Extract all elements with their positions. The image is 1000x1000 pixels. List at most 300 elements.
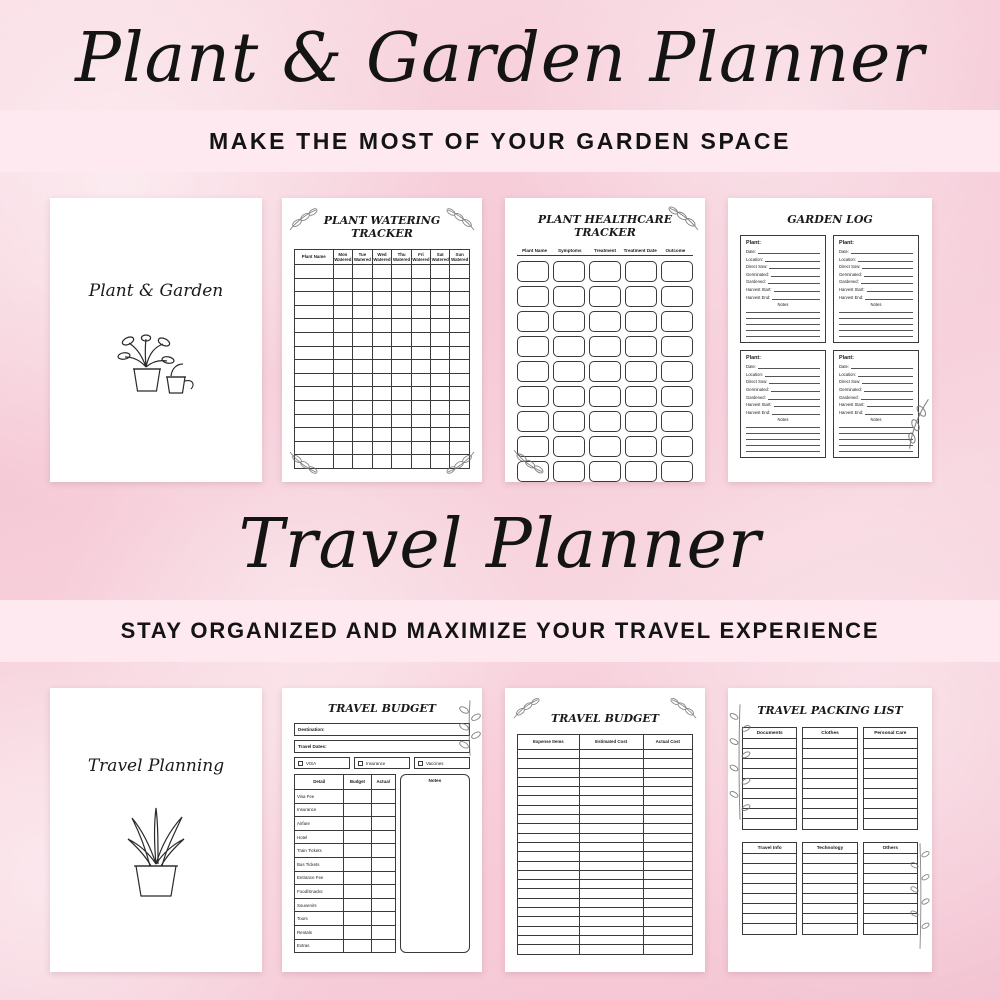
table-cell[interactable]	[579, 898, 643, 907]
list-item[interactable]	[743, 874, 796, 884]
table-cell[interactable]	[517, 311, 549, 332]
list-item[interactable]	[803, 759, 856, 769]
table-cell[interactable]	[411, 292, 430, 306]
field-input-line[interactable]	[867, 287, 913, 292]
table-cell[interactable]	[518, 824, 580, 833]
field-input-line[interactable]	[758, 249, 820, 254]
table-cell[interactable]	[579, 833, 643, 842]
table-cell[interactable]	[518, 917, 580, 926]
table-cell[interactable]	[661, 411, 693, 432]
table-cell[interactable]	[518, 945, 580, 954]
table-cell[interactable]	[333, 332, 353, 346]
table-cell[interactable]	[661, 361, 693, 382]
table-cell[interactable]	[333, 400, 353, 414]
garden-log-note-lines[interactable]	[746, 307, 820, 337]
field-input-line[interactable]	[769, 379, 820, 384]
table-cell[interactable]	[392, 346, 412, 360]
list-item[interactable]	[803, 924, 856, 934]
table-cell[interactable]	[553, 261, 585, 282]
table-cell[interactable]	[661, 311, 693, 332]
table-cell[interactable]	[518, 777, 580, 786]
list-item[interactable]	[803, 914, 856, 924]
table-row[interactable]	[518, 917, 693, 926]
table-cell[interactable]	[295, 428, 334, 442]
travel-budget-detail-table[interactable]	[294, 774, 396, 953]
table-cell[interactable]	[431, 387, 450, 401]
table-cell[interactable]	[553, 336, 585, 357]
table-row[interactable]	[295, 400, 470, 414]
table-cell[interactable]	[579, 861, 643, 870]
table-cell[interactable]	[392, 441, 412, 455]
watering-tracker-table[interactable]	[294, 249, 470, 469]
table-cell[interactable]	[295, 346, 334, 360]
table-row[interactable]	[518, 935, 693, 944]
table-cell[interactable]	[333, 441, 353, 455]
table-cell[interactable]	[625, 286, 657, 307]
table-cell[interactable]	[579, 815, 643, 824]
table-cell[interactable]	[353, 265, 372, 279]
garden-log-field[interactable]	[839, 249, 913, 254]
garden-log-field[interactable]	[746, 279, 820, 284]
table-cell[interactable]	[518, 787, 580, 796]
list-item[interactable]	[803, 874, 856, 884]
list-item[interactable]	[864, 749, 917, 759]
table-cell[interactable]	[518, 908, 580, 917]
table-cell[interactable]	[643, 805, 692, 814]
table-cell[interactable]	[431, 360, 450, 374]
table-cell[interactable]	[295, 332, 334, 346]
table-cell[interactable]	[579, 880, 643, 889]
table-cell[interactable]	[353, 305, 372, 319]
table-cell[interactable]	[553, 361, 585, 382]
garden-log-sheet[interactable]	[728, 198, 932, 482]
travel-budget-expense-sheet[interactable]	[505, 688, 705, 972]
table-cell[interactable]	[371, 803, 395, 817]
list-item[interactable]	[803, 854, 856, 864]
table-row[interactable]	[295, 278, 470, 292]
table-cell[interactable]	[518, 898, 580, 907]
table-row[interactable]	[518, 908, 693, 917]
table-cell[interactable]	[643, 824, 692, 833]
table-cell[interactable]	[589, 461, 621, 482]
table-cell[interactable]	[371, 817, 395, 831]
table-cell[interactable]	[411, 332, 430, 346]
table-cell[interactable]	[625, 436, 657, 457]
table-cell[interactable]	[450, 387, 470, 401]
table-cell[interactable]	[411, 414, 430, 428]
garden-log-field[interactable]	[839, 272, 913, 277]
table-cell[interactable]	[643, 787, 692, 796]
table-cell[interactable]	[353, 455, 372, 469]
table-cell[interactable]	[392, 400, 412, 414]
plant-watering-tracker-sheet[interactable]	[282, 198, 482, 482]
table-row[interactable]	[517, 311, 693, 332]
field-input-line[interactable]	[864, 272, 913, 277]
field-input-line[interactable]	[771, 387, 820, 392]
checkbox-icon[interactable]	[418, 761, 423, 766]
table-cell[interactable]	[392, 332, 412, 346]
list-item[interactable]	[864, 819, 917, 829]
list-item[interactable]	[864, 739, 917, 749]
table-cell[interactable]	[643, 768, 692, 777]
table-cell[interactable]	[553, 411, 585, 432]
table-cell[interactable]	[553, 461, 585, 482]
table-cell[interactable]	[518, 815, 580, 824]
table-cell[interactable]	[411, 278, 430, 292]
table-row[interactable]	[295, 817, 396, 831]
table-cell[interactable]	[371, 898, 395, 912]
table-cell[interactable]	[372, 373, 392, 387]
table-cell[interactable]	[579, 889, 643, 898]
table-row[interactable]	[518, 945, 693, 954]
table-cell[interactable]	[295, 360, 334, 374]
table-cell[interactable]	[353, 441, 372, 455]
table-row[interactable]	[295, 292, 470, 306]
table-row[interactable]	[517, 361, 693, 382]
table-cell[interactable]	[333, 360, 353, 374]
table-cell[interactable]	[333, 455, 353, 469]
table-cell[interactable]	[431, 414, 450, 428]
table-cell[interactable]	[643, 796, 692, 805]
checkbox-item[interactable]	[294, 757, 350, 769]
table-row[interactable]	[518, 750, 693, 759]
garden-log-card[interactable]	[740, 235, 826, 343]
list-item[interactable]	[864, 759, 917, 769]
garden-log-field[interactable]	[839, 295, 913, 300]
checkbox-item[interactable]	[354, 757, 410, 769]
checkbox-icon[interactable]	[298, 761, 303, 766]
table-cell[interactable]	[392, 387, 412, 401]
table-cell[interactable]	[661, 336, 693, 357]
table-cell[interactable]	[353, 360, 372, 374]
list-item[interactable]	[803, 819, 856, 829]
table-cell[interactable]	[295, 387, 334, 401]
table-cell[interactable]	[353, 428, 372, 442]
table-cell[interactable]	[579, 945, 643, 954]
table-cell[interactable]	[371, 790, 395, 804]
table-cell[interactable]	[589, 311, 621, 332]
table-cell[interactable]	[333, 265, 353, 279]
table-cell[interactable]	[344, 871, 371, 885]
table-cell[interactable]	[431, 346, 450, 360]
garden-log-note-lines[interactable]	[746, 422, 820, 452]
table-cell[interactable]	[333, 387, 353, 401]
table-cell[interactable]	[643, 880, 692, 889]
travel-budget-detail-sheet[interactable]	[282, 688, 482, 972]
table-row[interactable]	[518, 805, 693, 814]
garden-log-field[interactable]	[746, 264, 820, 269]
table-row[interactable]	[295, 319, 470, 333]
table-cell[interactable]	[579, 787, 643, 796]
table-cell[interactable]	[661, 261, 693, 282]
table-row[interactable]	[518, 870, 693, 879]
table-cell[interactable]	[643, 842, 692, 851]
table-cell[interactable]	[553, 311, 585, 332]
table-cell[interactable]	[625, 461, 657, 482]
field-input-line[interactable]	[865, 295, 913, 300]
table-cell[interactable]	[371, 925, 395, 939]
field-input-line[interactable]	[765, 372, 820, 377]
table-row[interactable]	[295, 830, 396, 844]
table-cell[interactable]	[643, 945, 692, 954]
table-cell[interactable]	[344, 844, 371, 858]
table-cell[interactable]	[411, 373, 430, 387]
table-row[interactable]	[518, 852, 693, 861]
travel-budget-notes-box[interactable]	[400, 774, 470, 953]
packing-list-rows[interactable]	[803, 739, 856, 829]
garden-log-field[interactable]	[839, 379, 913, 384]
table-cell[interactable]	[450, 414, 470, 428]
table-cell[interactable]	[643, 759, 692, 768]
list-item[interactable]	[743, 854, 796, 864]
table-cell[interactable]	[371, 871, 395, 885]
table-cell[interactable]	[589, 436, 621, 457]
table-cell[interactable]	[589, 411, 621, 432]
table-cell[interactable]	[518, 768, 580, 777]
table-cell[interactable]	[579, 768, 643, 777]
table-cell[interactable]	[431, 292, 450, 306]
table-cell[interactable]	[518, 759, 580, 768]
table-row[interactable]	[295, 939, 396, 953]
table-cell[interactable]	[661, 436, 693, 457]
table-cell[interactable]	[353, 387, 372, 401]
field-input-line[interactable]	[864, 387, 913, 392]
table-cell[interactable]	[518, 833, 580, 842]
garden-log-field[interactable]	[746, 272, 820, 277]
table-row[interactable]	[517, 286, 693, 307]
table-cell[interactable]	[344, 939, 371, 953]
table-cell[interactable]	[517, 336, 549, 357]
table-cell[interactable]	[518, 935, 580, 944]
table-cell[interactable]	[579, 926, 643, 935]
garden-log-note-lines[interactable]	[839, 307, 913, 337]
garden-log-field[interactable]	[746, 249, 820, 254]
table-cell[interactable]	[625, 361, 657, 382]
travel-cover-sheet[interactable]	[50, 688, 262, 972]
garden-log-card[interactable]	[833, 235, 919, 343]
table-cell[interactable]	[643, 889, 692, 898]
table-cell[interactable]	[295, 305, 334, 319]
packing-list-group-bottom[interactable]	[742, 842, 918, 935]
table-cell[interactable]	[431, 373, 450, 387]
table-cell[interactable]	[450, 400, 470, 414]
table-cell[interactable]	[372, 278, 392, 292]
table-cell[interactable]	[431, 319, 450, 333]
table-cell[interactable]	[579, 842, 643, 851]
table-cell[interactable]	[333, 414, 353, 428]
table-cell[interactable]	[643, 833, 692, 842]
table-cell[interactable]	[344, 857, 371, 871]
table-cell[interactable]	[518, 796, 580, 805]
table-row[interactable]	[518, 777, 693, 786]
garden-log-field[interactable]	[746, 402, 820, 407]
table-cell[interactable]	[431, 278, 450, 292]
packing-list-rows[interactable]	[864, 739, 917, 829]
table-cell[interactable]	[450, 292, 470, 306]
table-cell[interactable]	[579, 908, 643, 917]
table-cell[interactable]	[371, 844, 395, 858]
list-item[interactable]	[803, 809, 856, 819]
table-cell[interactable]	[372, 360, 392, 374]
garden-log-field[interactable]	[839, 257, 913, 262]
table-cell[interactable]	[643, 852, 692, 861]
table-row[interactable]	[295, 414, 470, 428]
table-cell[interactable]	[372, 265, 392, 279]
table-cell[interactable]	[392, 360, 412, 374]
table-row[interactable]	[517, 336, 693, 357]
list-item[interactable]	[743, 894, 796, 904]
table-cell[interactable]	[333, 373, 353, 387]
list-item[interactable]	[803, 779, 856, 789]
table-cell[interactable]	[372, 319, 392, 333]
garden-log-field[interactable]	[746, 395, 820, 400]
list-item[interactable]	[864, 779, 917, 789]
table-cell[interactable]	[371, 912, 395, 926]
table-cell[interactable]	[411, 455, 430, 469]
table-cell[interactable]	[518, 805, 580, 814]
table-cell[interactable]	[579, 777, 643, 786]
checkbox-icon[interactable]	[358, 761, 363, 766]
list-item[interactable]	[864, 799, 917, 809]
table-row[interactable]	[518, 842, 693, 851]
table-row[interactable]	[295, 790, 396, 804]
table-cell[interactable]	[333, 305, 353, 319]
table-cell[interactable]	[353, 400, 372, 414]
table-cell[interactable]	[333, 292, 353, 306]
table-cell[interactable]	[553, 286, 585, 307]
table-cell[interactable]	[431, 400, 450, 414]
table-cell[interactable]	[371, 939, 395, 953]
table-cell[interactable]	[353, 332, 372, 346]
field-input-line[interactable]	[769, 264, 820, 269]
table-cell[interactable]	[392, 319, 412, 333]
table-row[interactable]	[295, 346, 470, 360]
table-cell[interactable]	[392, 265, 412, 279]
garden-log-field[interactable]	[746, 410, 820, 415]
table-cell[interactable]	[625, 261, 657, 282]
table-cell[interactable]	[411, 400, 430, 414]
table-cell[interactable]	[579, 805, 643, 814]
table-cell[interactable]	[643, 861, 692, 870]
table-cell[interactable]	[661, 386, 693, 407]
table-cell[interactable]	[450, 428, 470, 442]
table-cell[interactable]	[411, 305, 430, 319]
table-row[interactable]	[518, 898, 693, 907]
table-cell[interactable]	[295, 319, 334, 333]
field-input-line[interactable]	[774, 402, 820, 407]
table-row[interactable]	[517, 261, 693, 282]
packing-list-column[interactable]	[802, 842, 857, 935]
list-item[interactable]	[803, 884, 856, 894]
table-cell[interactable]	[344, 790, 371, 804]
table-cell[interactable]	[518, 926, 580, 935]
garden-log-cards[interactable]	[740, 235, 920, 458]
table-cell[interactable]	[517, 386, 549, 407]
field-input-line[interactable]	[851, 364, 913, 369]
table-cell[interactable]	[589, 261, 621, 282]
table-cell[interactable]	[579, 917, 643, 926]
table-row[interactable]	[295, 898, 396, 912]
table-cell[interactable]	[295, 373, 334, 387]
table-cell[interactable]	[431, 265, 450, 279]
table-row[interactable]	[518, 833, 693, 842]
table-cell[interactable]	[353, 278, 372, 292]
table-row[interactable]	[518, 815, 693, 824]
garden-log-field[interactable]	[839, 387, 913, 392]
table-cell[interactable]	[344, 817, 371, 831]
table-cell[interactable]	[643, 870, 692, 879]
table-cell[interactable]	[517, 261, 549, 282]
table-cell[interactable]	[643, 908, 692, 917]
table-cell[interactable]	[344, 803, 371, 817]
table-cell[interactable]	[353, 292, 372, 306]
packing-list-column[interactable]	[863, 727, 918, 830]
table-cell[interactable]	[643, 926, 692, 935]
table-cell[interactable]	[579, 824, 643, 833]
table-cell[interactable]	[372, 400, 392, 414]
table-cell[interactable]	[643, 815, 692, 824]
table-row[interactable]	[518, 889, 693, 898]
table-cell[interactable]	[372, 292, 392, 306]
list-item[interactable]	[864, 789, 917, 799]
travel-budget-checkboxes[interactable]	[294, 757, 470, 769]
table-cell[interactable]	[392, 278, 412, 292]
travel-packing-list-sheet[interactable]	[728, 688, 932, 972]
field-input-line[interactable]	[858, 372, 913, 377]
table-cell[interactable]	[579, 759, 643, 768]
plant-healthcare-tracker-sheet[interactable]	[505, 198, 705, 482]
table-cell[interactable]	[589, 386, 621, 407]
table-cell[interactable]	[411, 428, 430, 442]
garden-log-field[interactable]	[746, 387, 820, 392]
list-item[interactable]	[743, 884, 796, 894]
garden-log-field[interactable]	[839, 264, 913, 269]
table-row[interactable]	[295, 912, 396, 926]
table-row[interactable]	[295, 803, 396, 817]
list-item[interactable]	[803, 894, 856, 904]
packing-list-column[interactable]	[802, 727, 857, 830]
table-cell[interactable]	[450, 346, 470, 360]
table-cell[interactable]	[372, 414, 392, 428]
travel-budget-fields[interactable]	[294, 723, 470, 753]
table-cell[interactable]	[295, 278, 334, 292]
field-input-line[interactable]	[774, 287, 820, 292]
travel-budget-field[interactable]: Travel Dates:	[294, 740, 470, 753]
table-row[interactable]	[295, 885, 396, 899]
table-cell[interactable]	[372, 346, 392, 360]
field-input-line[interactable]	[858, 257, 913, 262]
table-cell[interactable]	[392, 428, 412, 442]
garden-log-field[interactable]	[746, 287, 820, 292]
table-cell[interactable]	[450, 278, 470, 292]
table-cell[interactable]	[371, 885, 395, 899]
table-row[interactable]	[295, 428, 470, 442]
travel-budget-expense-table[interactable]	[517, 734, 693, 955]
table-row[interactable]	[518, 926, 693, 935]
garden-log-field[interactable]	[839, 279, 913, 284]
table-cell[interactable]	[333, 346, 353, 360]
table-row[interactable]	[295, 360, 470, 374]
table-cell[interactable]	[372, 332, 392, 346]
packing-list-column[interactable]	[742, 842, 797, 935]
table-cell[interactable]	[411, 387, 430, 401]
table-row[interactable]	[518, 787, 693, 796]
field-input-line[interactable]	[765, 257, 820, 262]
table-row[interactable]	[518, 796, 693, 805]
garden-log-field[interactable]	[746, 379, 820, 384]
field-input-line[interactable]	[861, 279, 913, 284]
table-cell[interactable]	[411, 441, 430, 455]
